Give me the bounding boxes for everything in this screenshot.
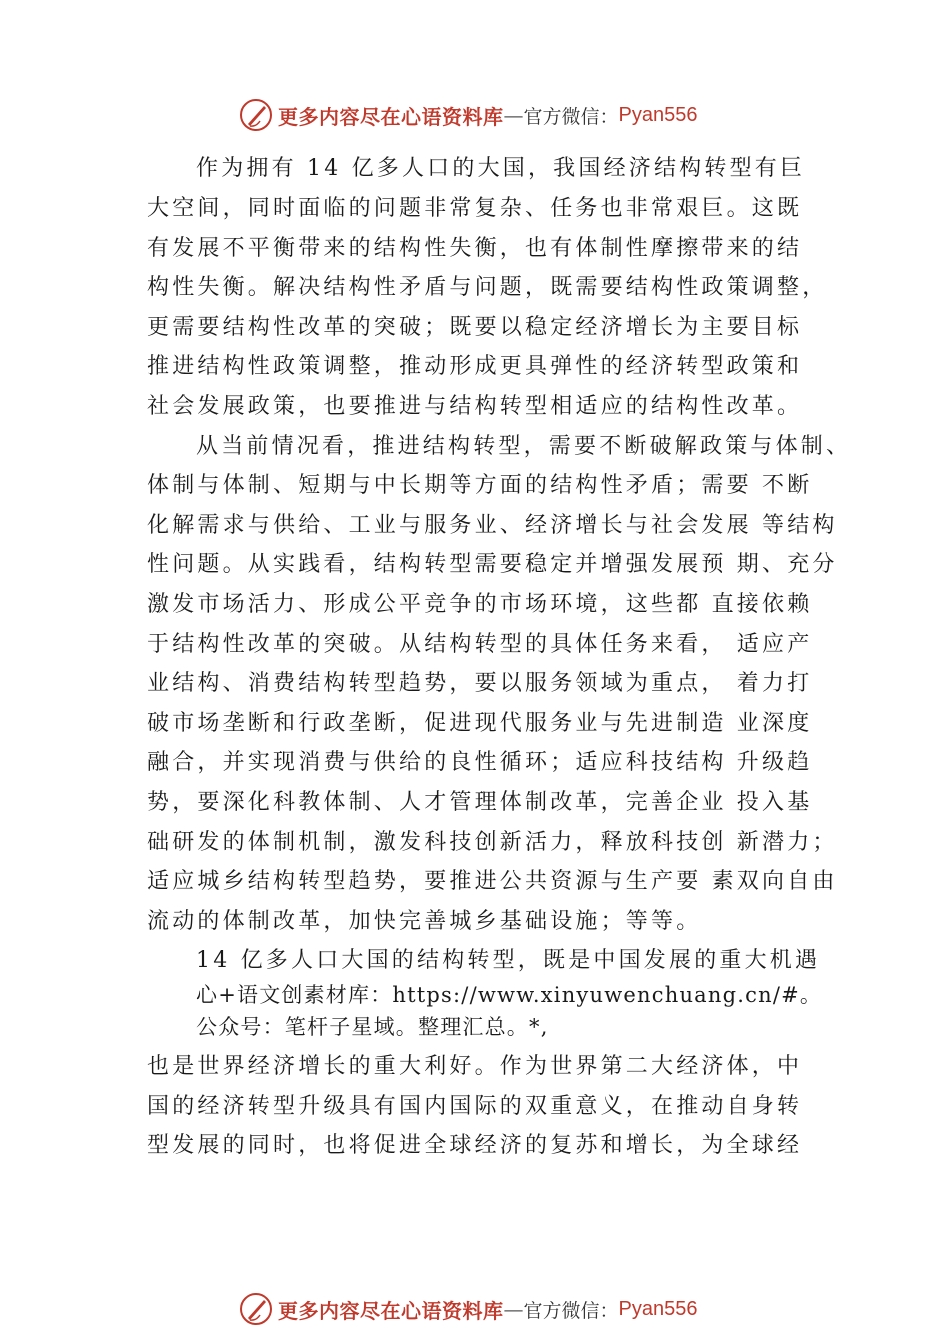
banner-wechat-label: 官方微信： (523, 1299, 619, 1322)
banner-title: 更多内容尽在心语资料库 (278, 104, 504, 129)
text-line: 性问题。从实践看，结构转型需要稳定并增强发展预 期、充分 (147, 552, 838, 577)
text-line: 国的经济转型升级具有国内国际的双重意义，在推动自身转 (147, 1094, 803, 1119)
text-line: 础研发的体制机制，激发科技创新活力，释放科技创 新潜力； (147, 830, 838, 855)
footer-banner (238, 1289, 758, 1329)
text-line: 大空间，同时面临的问题非常复杂、任务也非常艰巨。这既 (147, 196, 803, 221)
source-note-line: 公众号：笔杆子星域。整理汇总。*, (196, 1015, 549, 1039)
banner-dash: — (503, 1297, 524, 1321)
text-line: 于结构性改革的突破。从结构转型的具体任务来看， 适应产 (147, 632, 813, 657)
text-line: 从当前情况看，推进结构转型，需要不断破解政策与体制、 (196, 434, 852, 459)
text-line: 作为拥有 14 亿多人口的大国，我国经济结构转型有巨 (196, 156, 806, 181)
banner-wechat-label: 官方微信： (523, 105, 619, 128)
text-line: 型发展的同时，也将促进全球经济的复苏和增长，为全球经 (147, 1133, 803, 1158)
text-line: 推进结构性政策调整，推动形成更具弹性的经济转型政策和 (147, 354, 803, 379)
text-line: 业结构、消费结构转型趋势，要以服务领域为重点， 着力打 (147, 671, 813, 696)
text-line: 社会发展政策，也要推进与结构转型相适应的结构性改革。 (147, 394, 803, 419)
banner-wechat-id: Pyan556 (618, 103, 698, 126)
text-line: 激发市场活力、形成公平竞争的市场环境，这些都 直接依赖 (147, 592, 813, 617)
text-line: 破市场垄断和行政垄断，促进现代服务业与先进制造 业深度 (147, 711, 813, 736)
banner-dash: — (503, 103, 524, 127)
text-line: 14 亿多人口大国的结构转型，既是中国发展的重大机遇 (196, 948, 821, 973)
header-banner (238, 95, 758, 135)
pen-logo-icon (238, 1291, 274, 1327)
text-line: 有发展不平衡带来的结构性失衡，也有体制性摩擦带来的结 (147, 236, 803, 261)
source-note-line: 心+语文创素材库：https://www.xinyuwenchuang.cn/#。 (196, 983, 823, 1007)
text-line: 化解需求与供给、工业与服务业、经济增长与社会发展 等结构 (147, 513, 838, 538)
text-line: 流动的体制改革，加快完善城乡基础设施；等等。 (147, 909, 702, 934)
text-line: 势，要深化科教体制、人才管理体制改革，完善企业 投入基 (147, 790, 813, 815)
text-line: 适应城乡结构转型趋势，要推进公共资源与生产要 素双向自由 (147, 869, 838, 894)
pen-logo-icon (238, 97, 274, 133)
banner-title: 更多内容尽在心语资料库 (278, 1298, 504, 1323)
banner-wechat-id: Pyan556 (618, 1297, 698, 1320)
text-line: 也是世界经济增长的重大利好。作为世界第二大经济体，中 (147, 1054, 803, 1079)
text-line: 体制与体制、短期与中长期等方面的结构性矛盾；需要 不断 (147, 473, 813, 498)
text-line: 构性失衡。解决结构性矛盾与问题，既需要结构性政策调整， (147, 275, 828, 300)
text-line: 更需要结构性改革的突破；既要以稳定经济增长为主要目标 (147, 315, 803, 340)
text-line: 融合，并实现消费与供给的良性循环；适应科技结构 升级趋 (147, 750, 813, 775)
